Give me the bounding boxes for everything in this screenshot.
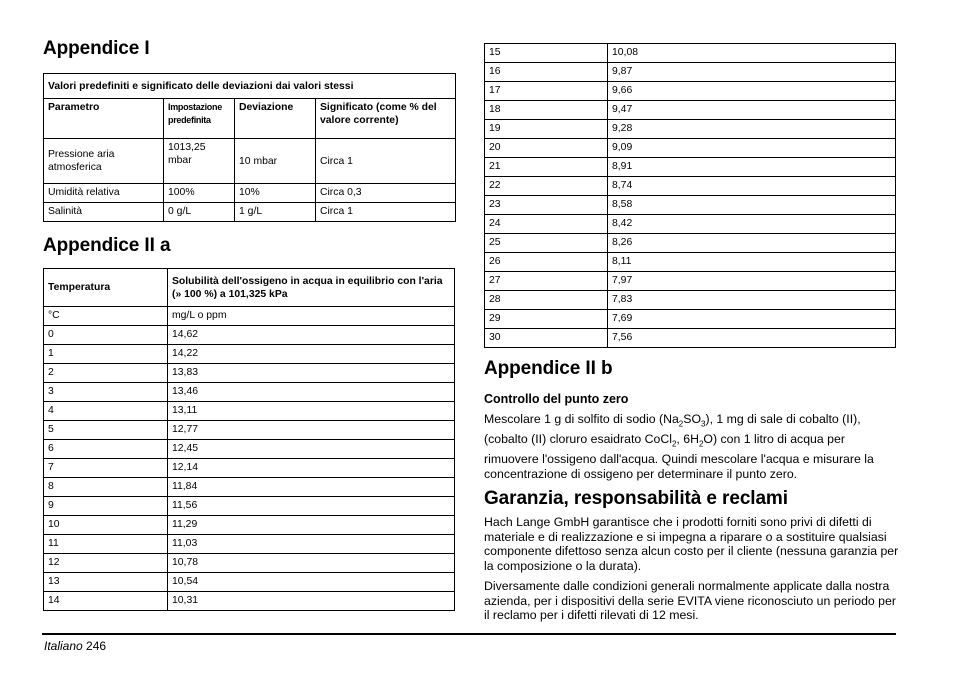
solubility-cell: 10,78 bbox=[168, 554, 455, 573]
table-cell: 10% bbox=[235, 184, 316, 203]
table-cell: Pressione aria atmosferica bbox=[44, 139, 164, 184]
solubility-cell: 8,91 bbox=[608, 158, 896, 177]
solubility-cell: 10,54 bbox=[168, 573, 455, 592]
temperature-cell: 4 bbox=[44, 402, 168, 421]
header-impostazione: Impostazione predefinita bbox=[164, 99, 235, 139]
temperature-cell: 0 bbox=[44, 326, 168, 345]
solubility-cell: 14,22 bbox=[168, 345, 455, 364]
table-row bbox=[44, 554, 455, 573]
header-solubilita: Solubilità dell'ossigeno in acqua in equilibrio con l'aria (» 100 %) a 101,325 kPa bbox=[168, 269, 455, 307]
solubility-cell: 12,14 bbox=[168, 459, 455, 478]
table-row bbox=[44, 573, 455, 592]
solubility-cell: 8,42 bbox=[608, 215, 896, 234]
header-parametro: Parametro bbox=[44, 99, 164, 139]
solubility-cell: 14,62 bbox=[168, 326, 455, 345]
solubility-cell: 9,09 bbox=[608, 139, 896, 158]
table-cell: 1013,25 mbar bbox=[164, 139, 235, 184]
table-row bbox=[485, 196, 896, 215]
table-row bbox=[44, 383, 455, 402]
table-row bbox=[485, 177, 896, 196]
temperature-cell: 10 bbox=[44, 516, 168, 535]
solubility-cell: 7,56 bbox=[608, 329, 896, 348]
temperature-cell: 23 bbox=[485, 196, 608, 215]
temperature-cell: 19 bbox=[485, 120, 608, 139]
table-cell: 10 mbar bbox=[235, 139, 316, 184]
solubility-cell: 11,03 bbox=[168, 535, 455, 554]
temperature-cell: 15 bbox=[485, 44, 608, 63]
table-row bbox=[485, 329, 896, 348]
temperature-cell: 11 bbox=[44, 535, 168, 554]
table-row bbox=[485, 310, 896, 329]
temperature-cell: 1 bbox=[44, 345, 168, 364]
table-row bbox=[44, 364, 455, 383]
temperature-cell: 16 bbox=[485, 63, 608, 82]
table-cell: 0 g/L bbox=[164, 203, 235, 222]
footer-language: Italiano bbox=[44, 639, 83, 653]
temperature-cell: 13 bbox=[44, 573, 168, 592]
header-significato: Significato (come % del valore corrente) bbox=[316, 99, 456, 139]
temperature-cell: 9 bbox=[44, 497, 168, 516]
table-row bbox=[44, 440, 455, 459]
solubility-cell: 12,77 bbox=[168, 421, 455, 440]
temperature-cell: 21 bbox=[485, 158, 608, 177]
table-row bbox=[485, 215, 896, 234]
temperature-cell: 26 bbox=[485, 253, 608, 272]
temperature-cell: 14 bbox=[44, 592, 168, 611]
solubility-cell: 13,46 bbox=[168, 383, 455, 402]
solubility-cell: 7,83 bbox=[608, 291, 896, 310]
page-number: 246 bbox=[86, 639, 107, 653]
footer-divider bbox=[42, 633, 896, 635]
table-row bbox=[44, 421, 455, 440]
solubility-table-left bbox=[43, 268, 455, 611]
temperature-cell: 27 bbox=[485, 272, 608, 291]
table-cell: Circa 0,3 bbox=[316, 184, 456, 203]
solubility-cell: 10,08 bbox=[608, 44, 896, 63]
solubility-cell: 9,87 bbox=[608, 63, 896, 82]
solubility-cell: 7,69 bbox=[608, 310, 896, 329]
table-row bbox=[485, 63, 896, 82]
solubility-cell: 11,84 bbox=[168, 478, 455, 497]
table-row bbox=[44, 497, 455, 516]
unit-temp: °C bbox=[44, 307, 168, 326]
defaults-table bbox=[43, 73, 456, 222]
table-cell: 100% bbox=[164, 184, 235, 203]
temperature-cell: 5 bbox=[44, 421, 168, 440]
table-row bbox=[485, 82, 896, 101]
table-cell: Salinità bbox=[44, 203, 164, 222]
table-row bbox=[44, 402, 455, 421]
header-deviazione: Deviazione bbox=[235, 99, 316, 139]
temperature-cell: 2 bbox=[44, 364, 168, 383]
solubility-cell: 8,11 bbox=[608, 253, 896, 272]
table-row bbox=[485, 234, 896, 253]
table-cell: Circa 1 bbox=[316, 203, 456, 222]
table-row bbox=[44, 516, 455, 535]
solubility-cell: 9,47 bbox=[608, 101, 896, 120]
table-cell: Circa 1 bbox=[316, 139, 456, 184]
appendix2a-title: Appendice II a bbox=[43, 235, 171, 256]
header-temperatura: Temperatura bbox=[44, 269, 168, 307]
table-row bbox=[44, 345, 455, 364]
temperature-cell: 18 bbox=[485, 101, 608, 120]
table-cell: Umidità relativa bbox=[44, 184, 164, 203]
zero-check-paragraph: Mescolare 1 g di solfito di sodio $(Na_2SO_3)$, 1 mg di sale di cobalto (II), (cobalto (II) cloruro esaidrato CoCl$_2$, $6H_2O$) con 1 litro di acqua per rimuovere l'ossigeno dall'acqua. Quindi mescolare l'acqua e misurare la concentrazione di ossigeno per determinare il punto zero. bbox=[484, 412, 874, 482]
warranty-paragraph-2: Diversamente dalle condizioni generali normalmente applicate dalla nostra azienda, per i dispositivi della serie EVITA viene riconosciuto un periodo per il reclamo per i difetti rilevati di 12 mesi. bbox=[484, 579, 896, 623]
zero-check-subtitle: Controllo del punto zero bbox=[484, 392, 629, 406]
table-row bbox=[44, 592, 455, 611]
table-row bbox=[485, 158, 896, 177]
temperature-cell: 17 bbox=[485, 82, 608, 101]
solubility-cell: 13,83 bbox=[168, 364, 455, 383]
page-footer bbox=[44, 639, 106, 653]
temperature-cell: 25 bbox=[485, 234, 608, 253]
table-row bbox=[485, 139, 896, 158]
table-row bbox=[485, 120, 896, 139]
warranty-paragraph-1: Hach Lange GmbH garantisce che i prodotti forniti sono privi di difetti di materiale e di realizzazione e si impegna a riparare o a sostituire qualsiasi componente difettoso senza alcun costo per il cliente (nessuna garanzia per la composizione o la durata). bbox=[484, 515, 899, 574]
temperature-cell: 8 bbox=[44, 478, 168, 497]
table-row bbox=[44, 535, 455, 554]
temperature-cell: 30 bbox=[485, 329, 608, 348]
table-cell: 1 g/L bbox=[235, 203, 316, 222]
temperature-cell: 7 bbox=[44, 459, 168, 478]
table-row bbox=[485, 291, 896, 310]
table-row bbox=[44, 459, 455, 478]
appendix2b-title: Appendice II b bbox=[484, 358, 613, 379]
solubility-cell: 10,31 bbox=[168, 592, 455, 611]
temperature-cell: 24 bbox=[485, 215, 608, 234]
warranty-title: Garanzia, responsabilità e reclami bbox=[484, 488, 788, 509]
solubility-cell: 8,74 bbox=[608, 177, 896, 196]
temperature-cell: 28 bbox=[485, 291, 608, 310]
temperature-cell: 6 bbox=[44, 440, 168, 459]
solubility-cell: 9,66 bbox=[608, 82, 896, 101]
solubility-cell: 8,58 bbox=[608, 196, 896, 215]
solubility-cell: 8,26 bbox=[608, 234, 896, 253]
unit-solubility: mg/L o ppm bbox=[168, 307, 455, 326]
solubility-cell: 7,97 bbox=[608, 272, 896, 291]
temperature-cell: 20 bbox=[485, 139, 608, 158]
solubility-cell: 13,11 bbox=[168, 402, 455, 421]
solubility-cell: 11,29 bbox=[168, 516, 455, 535]
table-row bbox=[485, 272, 896, 291]
table-row bbox=[44, 478, 455, 497]
table-row bbox=[485, 101, 896, 120]
defaults-table-caption: Valori predefiniti e significato delle deviazioni dai valori stessi bbox=[44, 74, 456, 99]
solubility-cell: 11,56 bbox=[168, 497, 455, 516]
temperature-cell: 29 bbox=[485, 310, 608, 329]
solubility-cell: 9,28 bbox=[608, 120, 896, 139]
appendix1-title: Appendice I bbox=[43, 38, 150, 59]
table-row bbox=[44, 326, 455, 345]
temperature-cell: 12 bbox=[44, 554, 168, 573]
solubility-cell: 12,45 bbox=[168, 440, 455, 459]
solubility-table-right bbox=[484, 43, 896, 348]
table-row bbox=[485, 44, 896, 63]
temperature-cell: 3 bbox=[44, 383, 168, 402]
table-row bbox=[485, 253, 896, 272]
temperature-cell: 22 bbox=[485, 177, 608, 196]
